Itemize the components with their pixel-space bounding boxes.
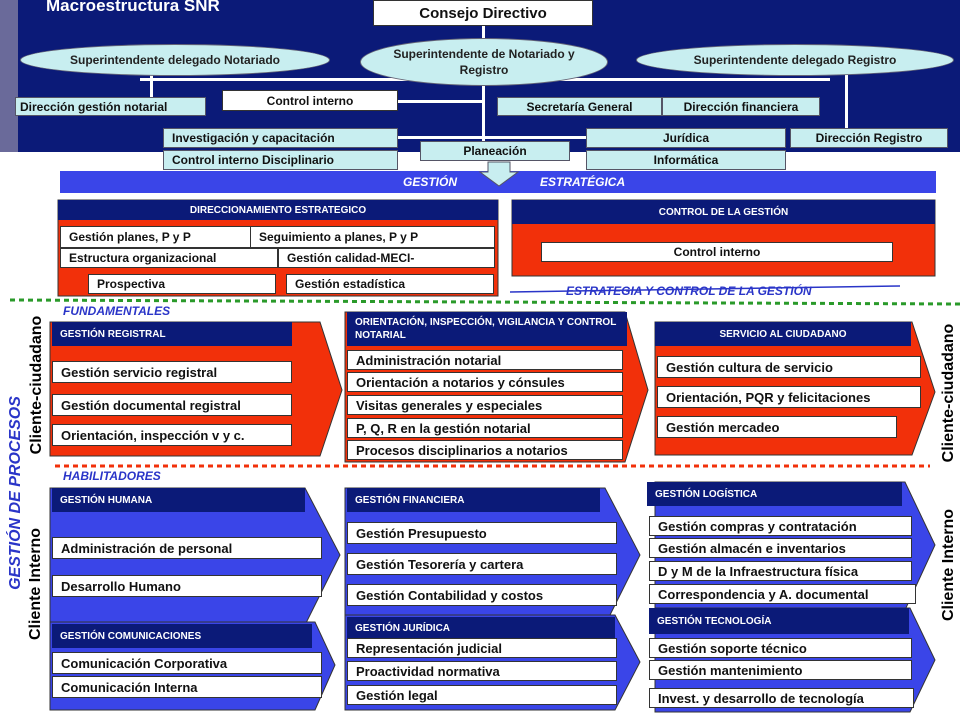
gestion-label: GESTIÓN [403, 175, 458, 189]
control-interno-box[interactable]: Control interno [541, 242, 893, 262]
planeacion-arrow [480, 162, 518, 186]
registral-item[interactable]: Gestión servicio registral [52, 361, 292, 383]
humana-header: GESTIÓN HUMANA [52, 488, 305, 512]
logistica-item[interactable]: Correspondencia y A. documental [649, 584, 916, 604]
page-title: Macroestructura SNR [46, 0, 220, 15]
gestion-procesos-label: GESTIÓN DE PROCESOS [7, 396, 24, 590]
secretaria-box[interactable]: Secretaría General [497, 97, 662, 116]
logistica-header: GESTIÓN LOGÍSTICA [647, 482, 902, 506]
control-gestion-header: CONTROL DE LA GESTIÓN [512, 200, 935, 224]
cliente-interno-left: Cliente Interno [27, 528, 44, 641]
servicio-item[interactable]: Gestión mercadeo [657, 416, 897, 438]
comunicaciones-item[interactable]: Comunicación Interna [52, 676, 322, 698]
estrategia-control-label: ESTRATEGIA Y CONTROL DE LA GESTIÓN [566, 284, 812, 298]
estrategica-label: ESTRATÉGICA [540, 175, 626, 189]
juridica-item[interactable]: Proactividad normativa [347, 661, 617, 681]
investigacion-box[interactable]: Investigación y capacitación [163, 128, 398, 148]
comunicaciones-header: GESTIÓN COMUNICACIONES [52, 624, 312, 648]
control-interno-top-box[interactable]: Control interno [222, 90, 398, 111]
logistica-item[interactable]: Gestión compras y contratación [649, 516, 912, 536]
delegado-registro-ellipse[interactable]: Superintendente delegado Registro [636, 44, 954, 76]
registral-item[interactable]: Orientación, inspección v y c. [52, 424, 292, 446]
dir-notarial-box[interactable]: Dirección gestión notarial [15, 97, 206, 116]
informatica-box[interactable]: Informática [586, 150, 786, 170]
delegado-notariado-ellipse[interactable]: Superintendente delegado Notariado [20, 44, 330, 76]
juridica-item[interactable]: Gestión legal [347, 685, 617, 705]
servicio-item[interactable]: Gestión cultura de servicio [657, 356, 921, 378]
cliente-interno-right: Cliente Interno [940, 509, 957, 622]
orientacion-item[interactable]: P, Q, R en la gestión notarial [347, 418, 623, 438]
financiera-header: GESTIÓN FINANCIERA [347, 488, 600, 512]
humana-item[interactable]: Administración de personal [52, 537, 322, 559]
cliente-ciudadano-right: Cliente-ciudadano [940, 323, 957, 463]
consejo-directivo-box[interactable]: Consejo Directivo [373, 0, 593, 26]
superintendente-ellipse[interactable]: Superintendente de Notariado y Registro [360, 38, 608, 86]
registral-header: GESTIÓN REGISTRAL [52, 322, 292, 346]
financiera-item[interactable]: Gestión Contabilidad y costos [347, 584, 617, 606]
dir-item-estadistica[interactable]: Gestión estadística [286, 274, 494, 294]
planeacion-box[interactable]: Planeación [420, 141, 570, 161]
dir-item-planes[interactable]: Gestión planes, P y P [60, 226, 252, 248]
tecnologia-header: GESTIÓN TECNOLOGÍA [649, 608, 909, 634]
orientacion-item[interactable]: Visitas generales y especiales [347, 395, 623, 415]
dir-registro-box[interactable]: Dirección Registro [790, 128, 948, 148]
orientacion-item[interactable]: Orientación a notarios y cónsules [347, 372, 623, 392]
cliente-ciudadano-left: Cliente-ciudadano [28, 315, 45, 455]
dir-item-estructura[interactable]: Estructura organizacional [60, 248, 278, 268]
dir-financiera-box[interactable]: Dirección financiera [662, 97, 820, 116]
servicio-item[interactable]: Orientación, PQR y felicitaciones [657, 386, 921, 408]
juridica-header: GESTIÓN JURÍDICA [347, 617, 615, 639]
juridica-box[interactable]: Jurídica [586, 128, 786, 148]
dir-item-prospectiva[interactable]: Prospectiva [88, 274, 276, 294]
tecnologia-item[interactable]: Gestión soporte técnico [649, 638, 912, 658]
logistica-item[interactable]: Gestión almacén e inventarios [649, 538, 912, 558]
logistica-item[interactable]: D y M de la Infraestructura física [649, 561, 912, 581]
tecnologia-item[interactable]: Invest. y desarrollo de tecnología [649, 688, 914, 708]
control-disciplinario-box[interactable]: Control interno Disciplinario [163, 150, 398, 170]
registral-item[interactable]: Gestión documental registral [52, 394, 292, 416]
tecnologia-item[interactable]: Gestión mantenimiento [649, 660, 912, 680]
orientacion-item[interactable]: Procesos disciplinarios a notarios [347, 440, 623, 460]
fundamentales-label: FUNDAMENTALES [63, 304, 171, 318]
servicio-header: SERVICIO AL CIUDADANO [655, 322, 911, 346]
juridica-item[interactable]: Representación judicial [347, 638, 617, 658]
humana-item[interactable]: Desarrollo Humano [52, 575, 322, 597]
direccionamiento-header: DIRECCIONAMIENTO ESTRATEGICO [58, 200, 498, 220]
dir-item-calidad[interactable]: Gestión calidad-MECI- [278, 248, 495, 268]
financiera-item[interactable]: Gestión Tesorería y cartera [347, 553, 617, 575]
financiera-item[interactable]: Gestión Presupuesto [347, 522, 617, 544]
orientacion-item[interactable]: Administración notarial [347, 350, 623, 370]
habilitadores-label: HABILITADORES [63, 469, 161, 483]
orientacion-header: ORIENTACIÓN, INSPECCIÓN, VIGILANCIA Y CONTROL NOTARIAL [347, 312, 627, 346]
comunicaciones-item[interactable]: Comunicación Corporativa [52, 652, 322, 674]
dir-item-seguimiento[interactable]: Seguimiento a planes, P y P [250, 226, 495, 248]
